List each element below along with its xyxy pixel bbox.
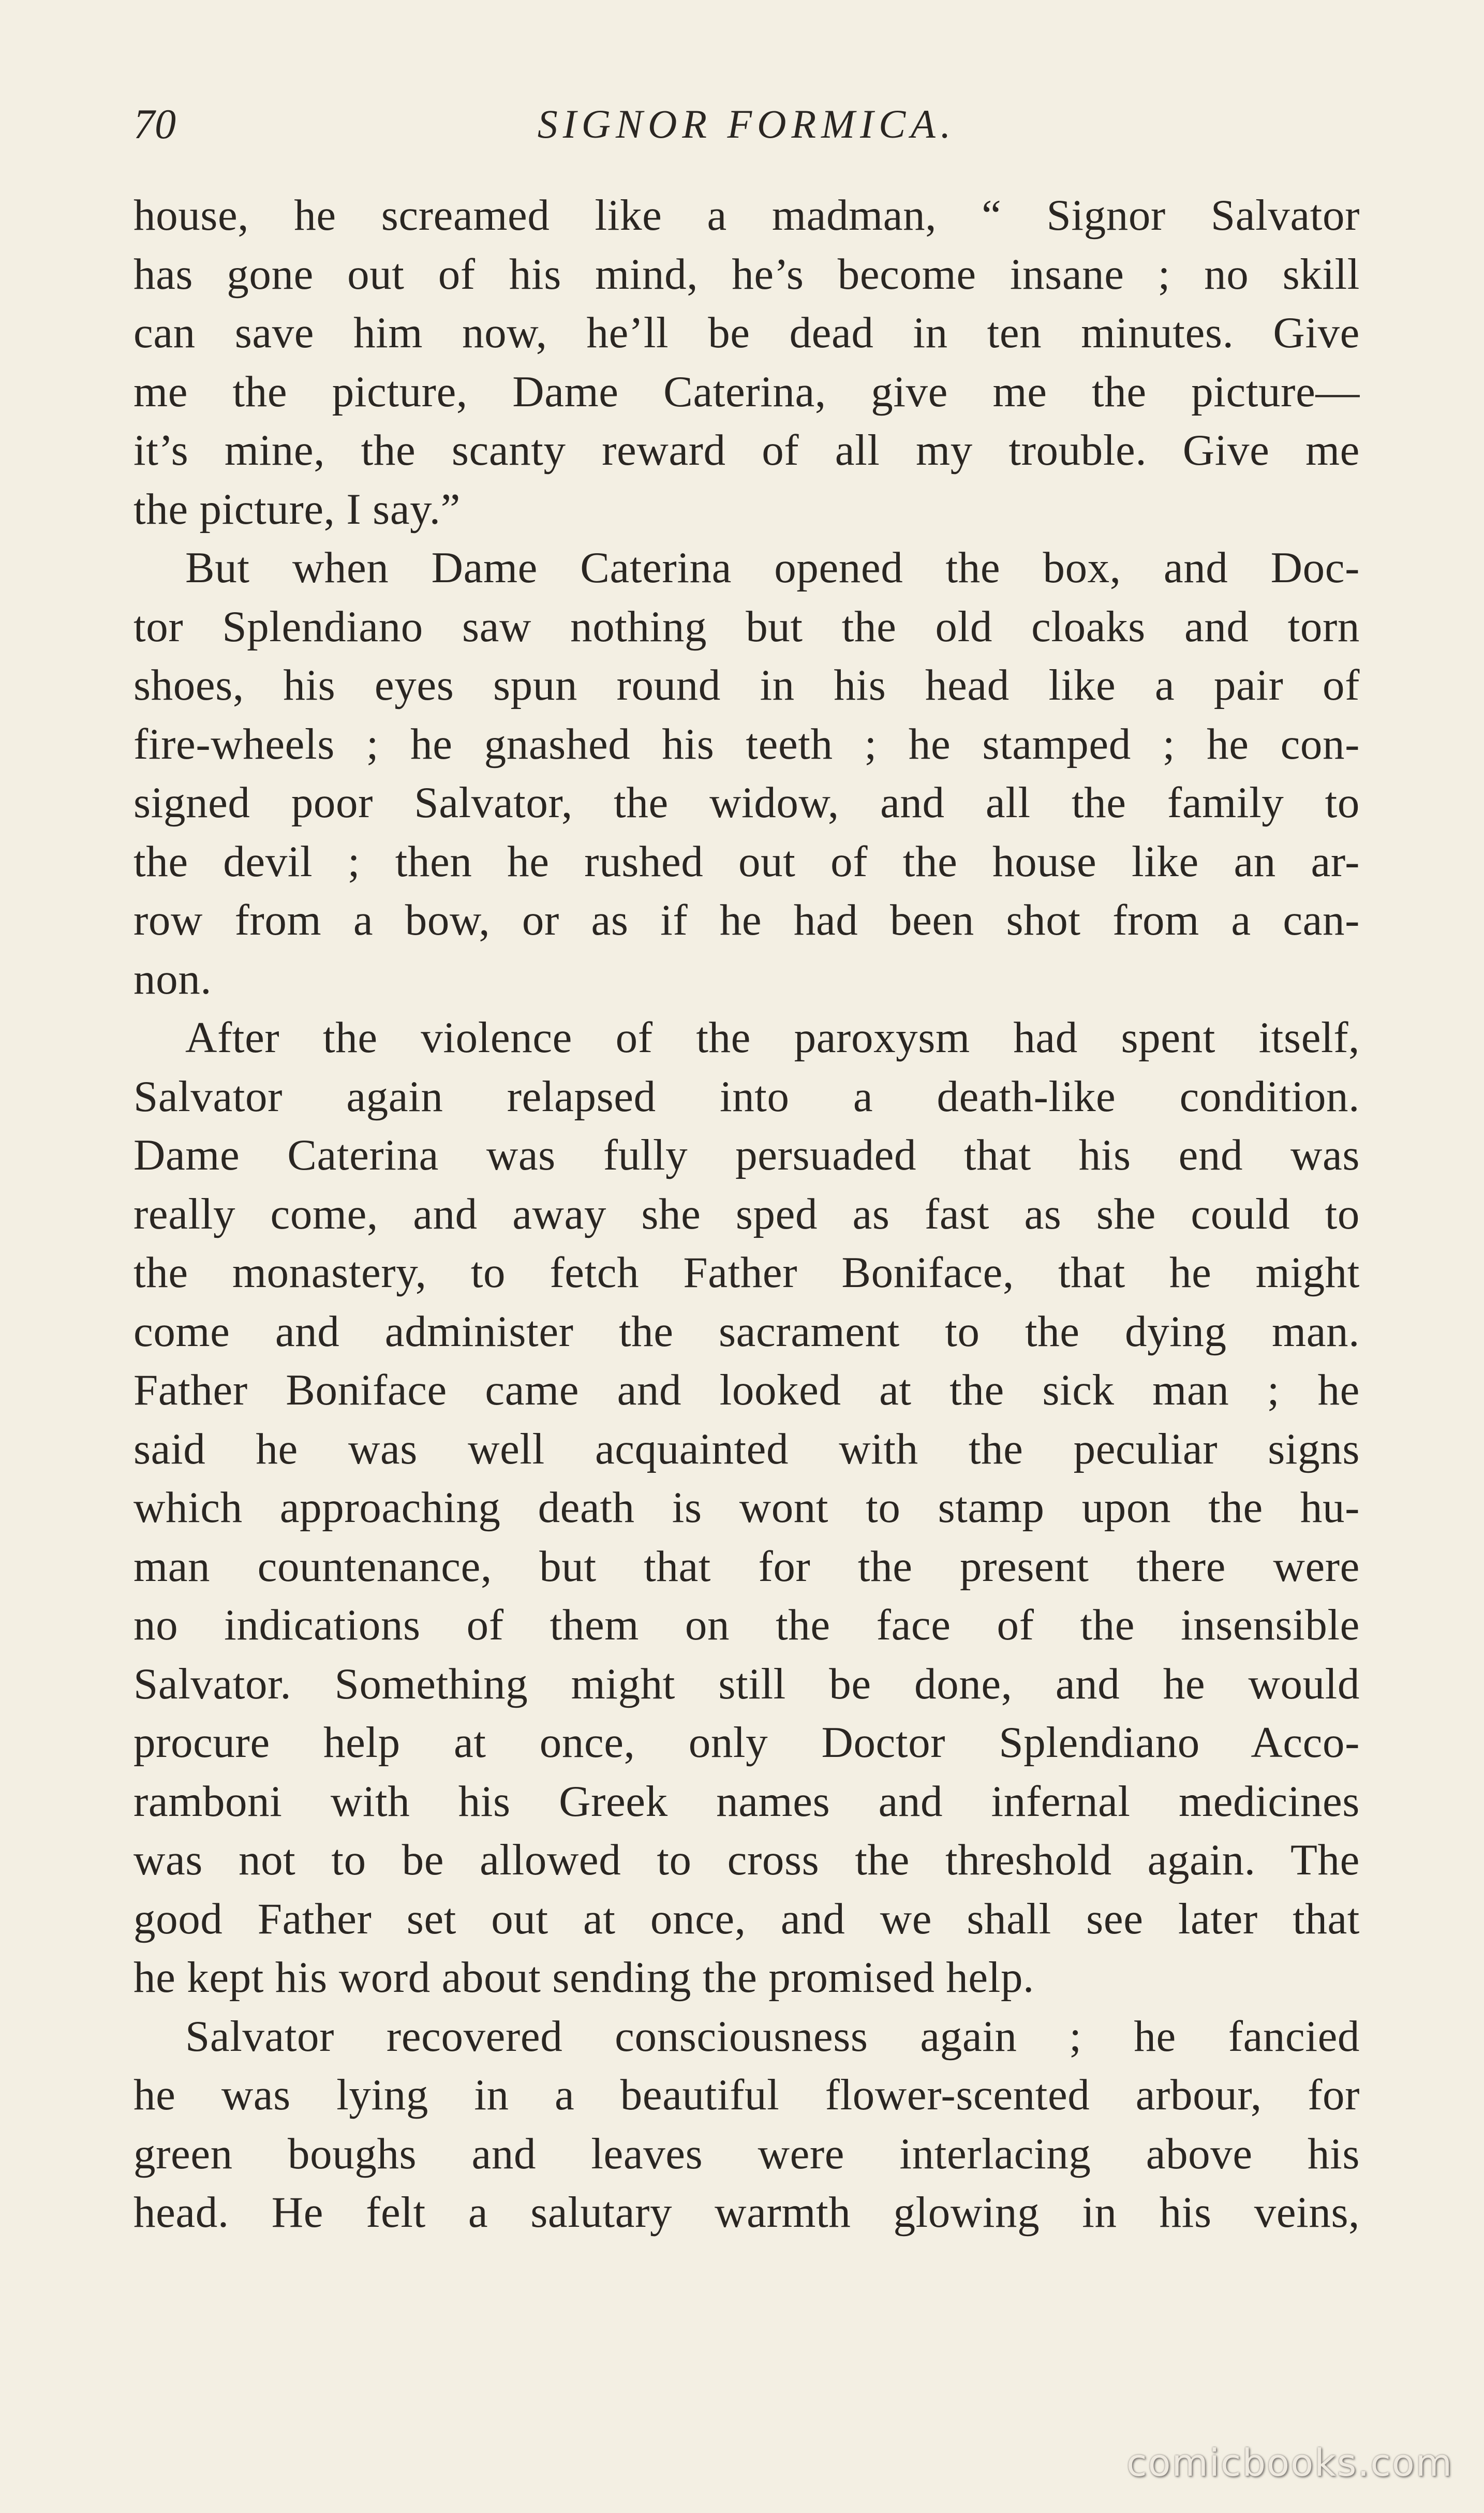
text-line: the picture, I say.” bbox=[133, 484, 461, 534]
text-line: no indications of them on the face of the insensible bbox=[133, 1601, 1360, 1649]
text-line: house, he screamed like a madman, “ Signor Salvator bbox=[133, 191, 1360, 240]
text-line: But when Dame Caterina opened the box, and Doc- bbox=[185, 543, 1360, 592]
text-line: man countenance, but that for the present there were bbox=[133, 1542, 1360, 1591]
text-line: Salvator again relapsed into a death-like condition. bbox=[133, 1072, 1360, 1121]
text-line: can save him now, he’ll be dead in ten minutes. Give bbox=[133, 308, 1360, 357]
running-head bbox=[133, 93, 1360, 155]
text-line: ramboni with his Greek names and infernal medicines bbox=[133, 1777, 1360, 1826]
text-line: said he was well acquainted with the peculiar signs bbox=[133, 1424, 1360, 1473]
text-line: Salvator. Something might still be done, and he would bbox=[133, 1659, 1360, 1708]
text-line: me the picture, Dame Caterina, give me the picture— bbox=[133, 367, 1360, 416]
text-line: he kept his word about sending the promised help. bbox=[133, 1953, 1034, 2002]
watermark: comicbooks.com bbox=[1126, 2441, 1453, 2485]
text-line: the monastery, to fetch Father Boniface, that he might bbox=[133, 1248, 1360, 1297]
text-line: the devil ; then he rushed out of the house like an ar- bbox=[133, 837, 1360, 886]
text-line: green boughs and leaves were interlacing above his bbox=[133, 2129, 1360, 2178]
text-line: shoes, his eyes spun round in his head like a pair of bbox=[133, 661, 1360, 709]
text-line: really come, and away she sped as fast as she could to bbox=[133, 1189, 1360, 1238]
text-line: Dame Caterina was fully persuaded that his end was bbox=[133, 1131, 1360, 1179]
page-number: 70 bbox=[133, 100, 176, 147]
body-text bbox=[133, 186, 1360, 2242]
text-line: he was lying in a beautiful flower-scented arbour, for bbox=[133, 2071, 1360, 2119]
text-line: procure help at once, only Doctor Splendiano Acco- bbox=[133, 1718, 1360, 1767]
text-line: good Father set out at once, and we shall see later that bbox=[133, 1894, 1360, 1943]
text-line: row from a bow, or as if he had been shot from a can- bbox=[133, 896, 1360, 944]
text-line: fire-wheels ; he gnashed his teeth ; he stamped ; he con- bbox=[133, 719, 1360, 768]
text-line: which approaching death is wont to stamp upon the hu- bbox=[133, 1483, 1360, 1532]
text-line: Father Boniface came and looked at the sick man ; he bbox=[133, 1366, 1360, 1414]
text-line: was not to be allowed to cross the threshold again. The bbox=[133, 1836, 1360, 1884]
text-line: tor Splendiano saw nothing but the old cloaks and torn bbox=[133, 602, 1360, 651]
text-line: come and administer the sacrament to the dying man. bbox=[133, 1307, 1360, 1356]
text-line: has gone out of his mind, he’s become insane ; no skill bbox=[133, 249, 1360, 299]
text-line: head. He felt a salutary warmth glowing in his veins, bbox=[133, 2188, 1360, 2237]
text-line: non. bbox=[133, 954, 212, 1003]
text-line: it’s mine, the scanty reward of all my trouble. Give me bbox=[133, 426, 1360, 475]
text-line: signed poor Salvator, the widow, and all the family to bbox=[133, 778, 1360, 827]
text-line: After the violence of the paroxysm had spent itself, bbox=[185, 1013, 1360, 1062]
text-line: Salvator recovered consciousness again ; he fancied bbox=[185, 2012, 1360, 2061]
running-title: SIGNOR FORMICA. bbox=[537, 101, 956, 146]
